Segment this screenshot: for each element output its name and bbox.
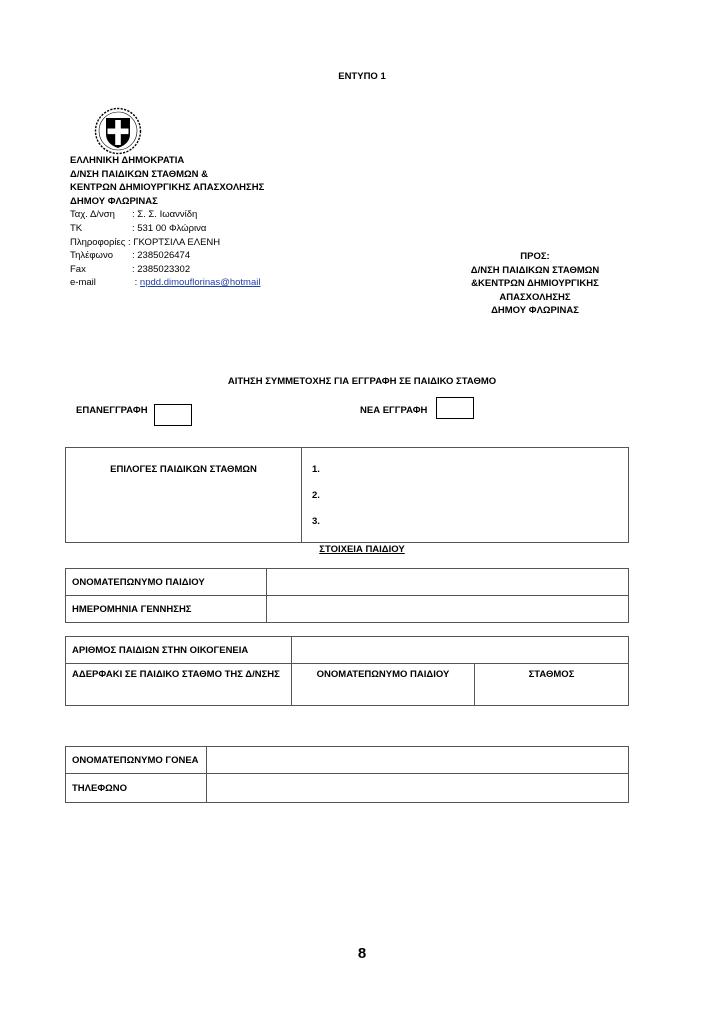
sender-line: ΔΗΜΟΥ ΦΛΩΡΙΝΑΣ (70, 195, 158, 207)
phone-value: : 2385026474 (132, 250, 191, 262)
station-choices-label: ΕΠΙΛΟΓΕΣ ΠΑΙΔΙΚΩΝ ΣΤΑΘΜΩΝ (66, 448, 302, 543)
sender-postcode-row (70, 222, 264, 236)
station-option-1[interactable]: 1. (312, 464, 320, 475)
postcode-value: : 531 00 Φλώρινα (132, 222, 207, 234)
recipient-line: ΔΗΜΟΥ ΦΛΩΡΙΝΑΣ (491, 305, 579, 317)
birthdate-field[interactable] (267, 596, 629, 623)
address-value: : Σ. Σ. Ιωαννίδη (132, 209, 198, 221)
sender-line: ΚΕΝΤΡΩΝ ΔΗΜΙΟΥΡΓΙΚΗΣ ΑΠΑΣΧΟΛΗΣΗΣ (70, 182, 265, 194)
fax-label: Fax (70, 263, 86, 275)
sender-line: Δ/ΝΣΗ ΠΑΙΔΙΚΩΝ ΣΤΑΘΜΩΝ & (70, 168, 209, 180)
request-title: ΑΙΤΗΣΗ ΣΥΜΜΕΤΟΧΗΣ ΓΙΑ ΕΓΓΡΑΦΗ ΣΕ ΠΑΙΔΙΚΟ ΣΤΑΘΜΟ (227, 376, 497, 387)
parent-table (65, 746, 629, 803)
email-label: e-mail (70, 277, 96, 289)
info-label: Πληροφορίες (70, 236, 126, 248)
children-count-label: ΑΡΙΘΜΟΣ ΠΑΙΔΙΩΝ ΣΤΗΝ ΟΙΚΟΓΕΝΕΙΑ (66, 637, 292, 664)
parent-name-label: ΟΝΟΜΑΤΕΠΩΝΥΜΟ ΓΟΝΕΑ (66, 747, 207, 774)
recipient-address-block (440, 250, 630, 318)
child-details-table (65, 568, 629, 623)
recipient-line: ΑΠΑΣΧΟΛΗΣΗΣ (499, 291, 571, 303)
parent-phone-field[interactable] (207, 774, 629, 803)
birthdate-label: ΗΜΕΡΟΜΗΝΙΑ ΓΕΝΝΗΣΗΣ (66, 596, 267, 623)
parent-phone-label: ΤΗΛΕΦΩΝΟ (66, 774, 207, 803)
email-colon: : (132, 277, 140, 289)
child-name-label: ΟΝΟΜΑΤΕΠΩΝΥΜΟ ΠΑΙΔΙΟΥ (66, 569, 267, 596)
sender-line: ΕΛΛΗΝΙΚΗ ΔΗΜΟΚΡΑΤΙΑ (70, 155, 185, 166)
reenrollment-label: ΕΠΑΝΕΓΓΡΑΦΗ (76, 405, 148, 416)
sender-email-row (70, 276, 264, 290)
form-number-label: ΕΝΤΥΠΟ 1 (338, 71, 386, 82)
sender-address-block (70, 154, 264, 290)
coat-of-arms-emblem (93, 106, 143, 156)
station-choices-table (65, 447, 629, 543)
email-link[interactable]: npdd.dimouflorinas@hotmail (139, 277, 261, 289)
recipient-line: Δ/ΝΣΗ ΠΑΙΔΙΚΩΝ ΣΤΑΘΜΩΝ (470, 264, 600, 276)
recipient-line: &ΚΕΝΤΡΩΝ ΔΗΜΙΟΥΡΓΙΚΗΣ (471, 278, 599, 290)
address-label: Ταχ. Δ/νση (70, 209, 115, 221)
reenrollment-checkbox[interactable] (154, 404, 192, 426)
parent-name-field[interactable] (207, 747, 629, 774)
sender-address-row (70, 208, 264, 222)
child-section-title: ΣΤΟΙΧΕΙΑ ΠΑΙΔΙΟΥ (319, 544, 405, 555)
family-table (65, 636, 629, 706)
children-count-field[interactable] (292, 637, 629, 664)
postcode-label: ΤΚ (70, 222, 83, 234)
info-value: : ΓΚΟΡΤΣΙΛΑ ΕΛΕΝΗ (125, 236, 221, 248)
sender-info-row (70, 236, 264, 250)
phone-label: Τηλέφωνο (70, 250, 113, 262)
child-name-field[interactable] (267, 569, 629, 596)
station-option-2[interactable]: 2. (312, 490, 320, 501)
station-option-3[interactable]: 3. (312, 516, 320, 527)
sibling-station-header: ΣΤΑΘΜΟΣ (475, 664, 629, 706)
sender-phone-row (70, 249, 264, 263)
fax-value: : 2385023302 (132, 263, 191, 275)
siblings-label: ΑΔΕΡΦΑΚΙ ΣΕ ΠΑΙΔΙΚΟ ΣΤΑΘΜΟ ΤΗΣ Δ/ΝΣΗΣ (66, 664, 292, 706)
sibling-name-header: ΟΝΟΜΑΤΕΠΩΝΥΜΟ ΠΑΙΔΙΟΥ (292, 664, 475, 706)
station-choices-cell (302, 448, 629, 543)
new-enrollment-label: ΝΕΑ ΕΓΓΡΑΦΗ (360, 405, 428, 416)
new-enrollment-checkbox[interactable] (436, 397, 474, 419)
sender-fax-row (70, 263, 264, 277)
recipient-line: ΠΡΟΣ: (520, 251, 550, 262)
page-number: 8 (357, 945, 367, 962)
